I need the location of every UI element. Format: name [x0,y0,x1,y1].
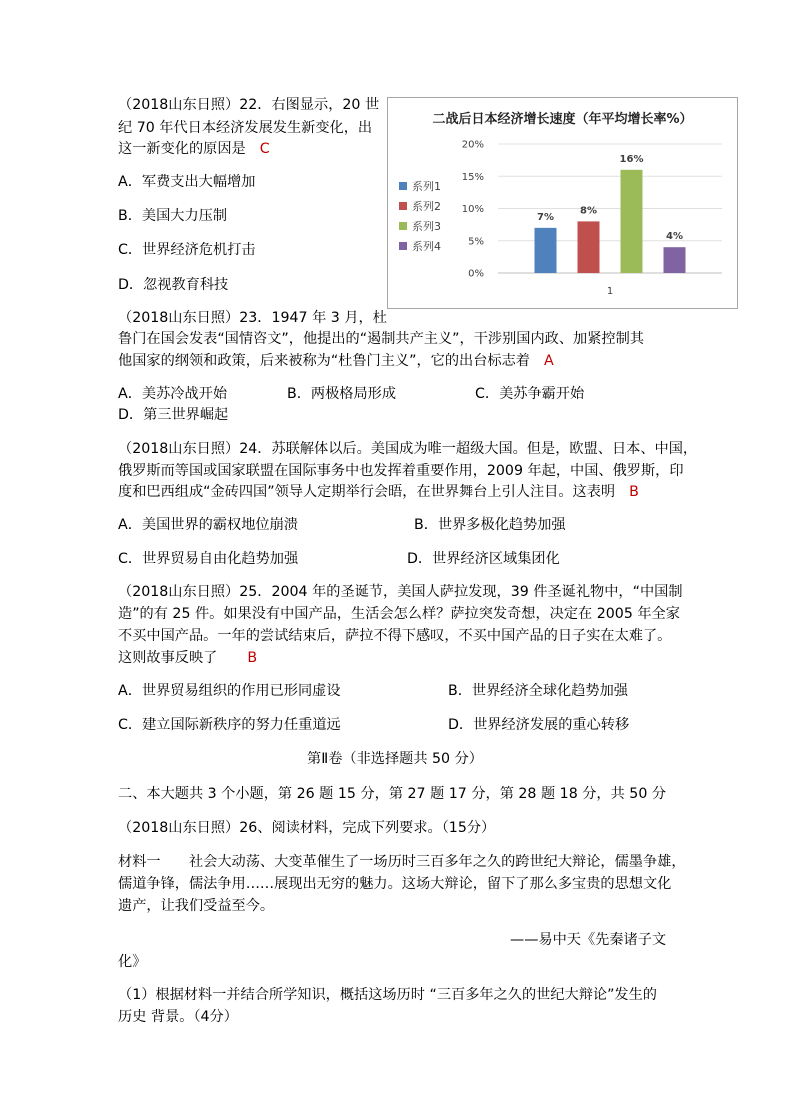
chart-bars [535,170,686,273]
bar-1 [535,228,557,273]
bar-label-4: 4% [666,231,683,243]
q23-option-b: B．两极格局形成 [287,386,397,402]
q26-sub1-line1: （1）根据材料一并结合所学知识，概括这场历时 “三百多年之久的世纪大辩论”发生的 [118,987,657,1003]
q22-option-c: C．世界经济危机打击 [118,242,256,258]
q25-option-b: B．世界经济全球化趋势加强 [448,683,628,699]
chart-x-category: 1 [606,286,614,297]
legend-label-3: 系列3 [412,220,441,233]
q26-material-line2: 儒道争锋，儒法争用……展现出无穷的魅力。这场大辩论，留下了那么多宝贵的思想文化 [118,876,672,892]
legend-swatch-3 [399,222,407,230]
q22-stem-text: 这一新变化的原因是 [118,141,246,157]
q22-stem-line2: 纪 70 年代日本经济发展发生新变化，出 [118,120,373,136]
q24-option-a: A．美国世界的霸权地位崩溃 [118,517,298,533]
q23-stem-line1: （2018山东日照）23．1947 年 3 月，杜 [118,310,387,326]
q25-stem-text: 这则故事反映了 [118,650,218,666]
chart-y-ticks [462,140,484,280]
q25-stem-line3: 不买中国产品。一年的尝试结束后，萨拉不得下感叹，不买中国产品的日子实在太难了。 [118,628,672,644]
q26-source-line2: 化》 [118,954,147,970]
growth-chart [387,97,738,309]
q25-stem-line4 [118,649,257,667]
legend-swatch-4 [399,242,407,250]
q22-option-a: A．军费支出大幅增加 [118,174,256,190]
q26-stem: （2018山东日照）26、阅读材料，完成下列要求。（15分） [118,820,496,836]
q23-stem-line3 [118,352,554,370]
q23-option-c: C．美苏争霸开始 [475,386,585,402]
q22-option-d: D．忽视教育科技 [118,277,229,293]
q23-stem-text: 他国家的纲领和政策，后来被称为“杜鲁门主义”，它的出台标志着 [118,353,530,369]
legend-swatch-2 [399,202,407,210]
y-tick-label: 10% [461,204,484,215]
legend-label-2: 系列2 [412,200,441,213]
q23-option-d: D．第三世界崛起 [118,407,229,423]
part2-intro: 二、本大题共 3 个小题，第 26 题 15 分，第 27 题 17 分，第 28 题 18 分，共 50 分 [118,786,667,802]
q22-answer: C [259,141,270,157]
legend-swatch-1 [399,182,407,190]
q22-stem-line1: （2018山东日照）22．右图显示，20 世 [118,97,380,113]
bar-label-3: 16% [619,153,644,165]
q23-answer: A [543,353,554,369]
y-tick-label: 15% [461,171,484,183]
q26-sub1-line2: 历史 背景。（4分） [118,1009,238,1025]
q24-stem-text: 度和巴西组成“金砖四国”领导人定期举行会晤，在世界舞台上引人注目。这表明 [118,484,616,500]
q24-answer: B [629,484,639,500]
q23-stem-line2: 鲁门在国会发表“国情咨文”，他提出的“遏制共产主义”，干涉别国内政、加紧控制其 [118,331,644,347]
q24-stem-line1: （2018山东日照）24．苏联解体以后。美国成为唯一超级大国。但是，欧盟、日本、中国， [118,441,698,457]
q22-option-b: B．美国大力压制 [118,208,228,224]
q25-option-c: C．建立国际新秩序的努力任重道远 [118,717,341,733]
q24-option-c: C．世界贸易自由化趋势加强 [118,551,299,567]
q25-answer: B [247,650,258,666]
q22-stem-line3 [118,140,270,158]
q24-stem-line2: 俄罗斯而等国或国家联盟在国际事务中也发挥着重要作用，2009 年起，中国、俄罗斯，印 [118,463,684,479]
q23-option-a: A．美苏冷战开始 [118,386,228,402]
q24-option-d: D．世界经济区域集团化 [407,551,560,567]
chart-title: 二战后日本经济增长速度（年平均增长率%） [432,112,693,127]
q25-stem-line1: （2018山东日照）25．2004 年的圣诞节，美国人萨拉发现，39 件圣诞礼物中，“中国制 [118,584,683,600]
q26-source-line1: ——易中天《先秦诸子文 [510,932,667,948]
chart-svg [388,98,737,308]
chart-gridlines [498,144,722,273]
q26-material-line3: 遗产，让我们受益至今。 [118,898,275,914]
q25-stem-line2: 造”的有 25 件。如果没有中国产品，生活会怎么样？萨拉突发奇想，决定在 2005 年全家 [118,606,680,622]
bar-label-1: 7% [537,211,554,223]
bar-4 [664,247,686,273]
y-tick-label: 0% [468,268,484,280]
q24-stem-line3 [118,483,639,501]
q24-option-b: B．世界多极化趋势加强 [414,517,566,533]
legend-label-1: 系列1 [412,180,441,193]
q25-option-a: A．世界贸易组织的作用已形同虚设 [118,683,341,699]
chart-legend [399,179,441,253]
q26-material-line1: 材料一 社会大动荡、大变革催生了一场历时三百多年之久的跨世纪大辩论，儒墨争雄， [118,854,686,870]
bar-2 [578,221,600,273]
bar-label-2: 8% [580,205,597,217]
y-tick-label: 20% [461,139,484,151]
q25-option-d: D．世界经济发展的重心转移 [448,717,630,733]
bar-3 [621,170,643,273]
chart-bar-labels [537,154,683,242]
legend-label-4: 系列4 [412,240,441,253]
y-tick-label: 5% [468,236,484,248]
part2-title: 第Ⅱ卷（非选择题共 50 分） [307,751,483,767]
